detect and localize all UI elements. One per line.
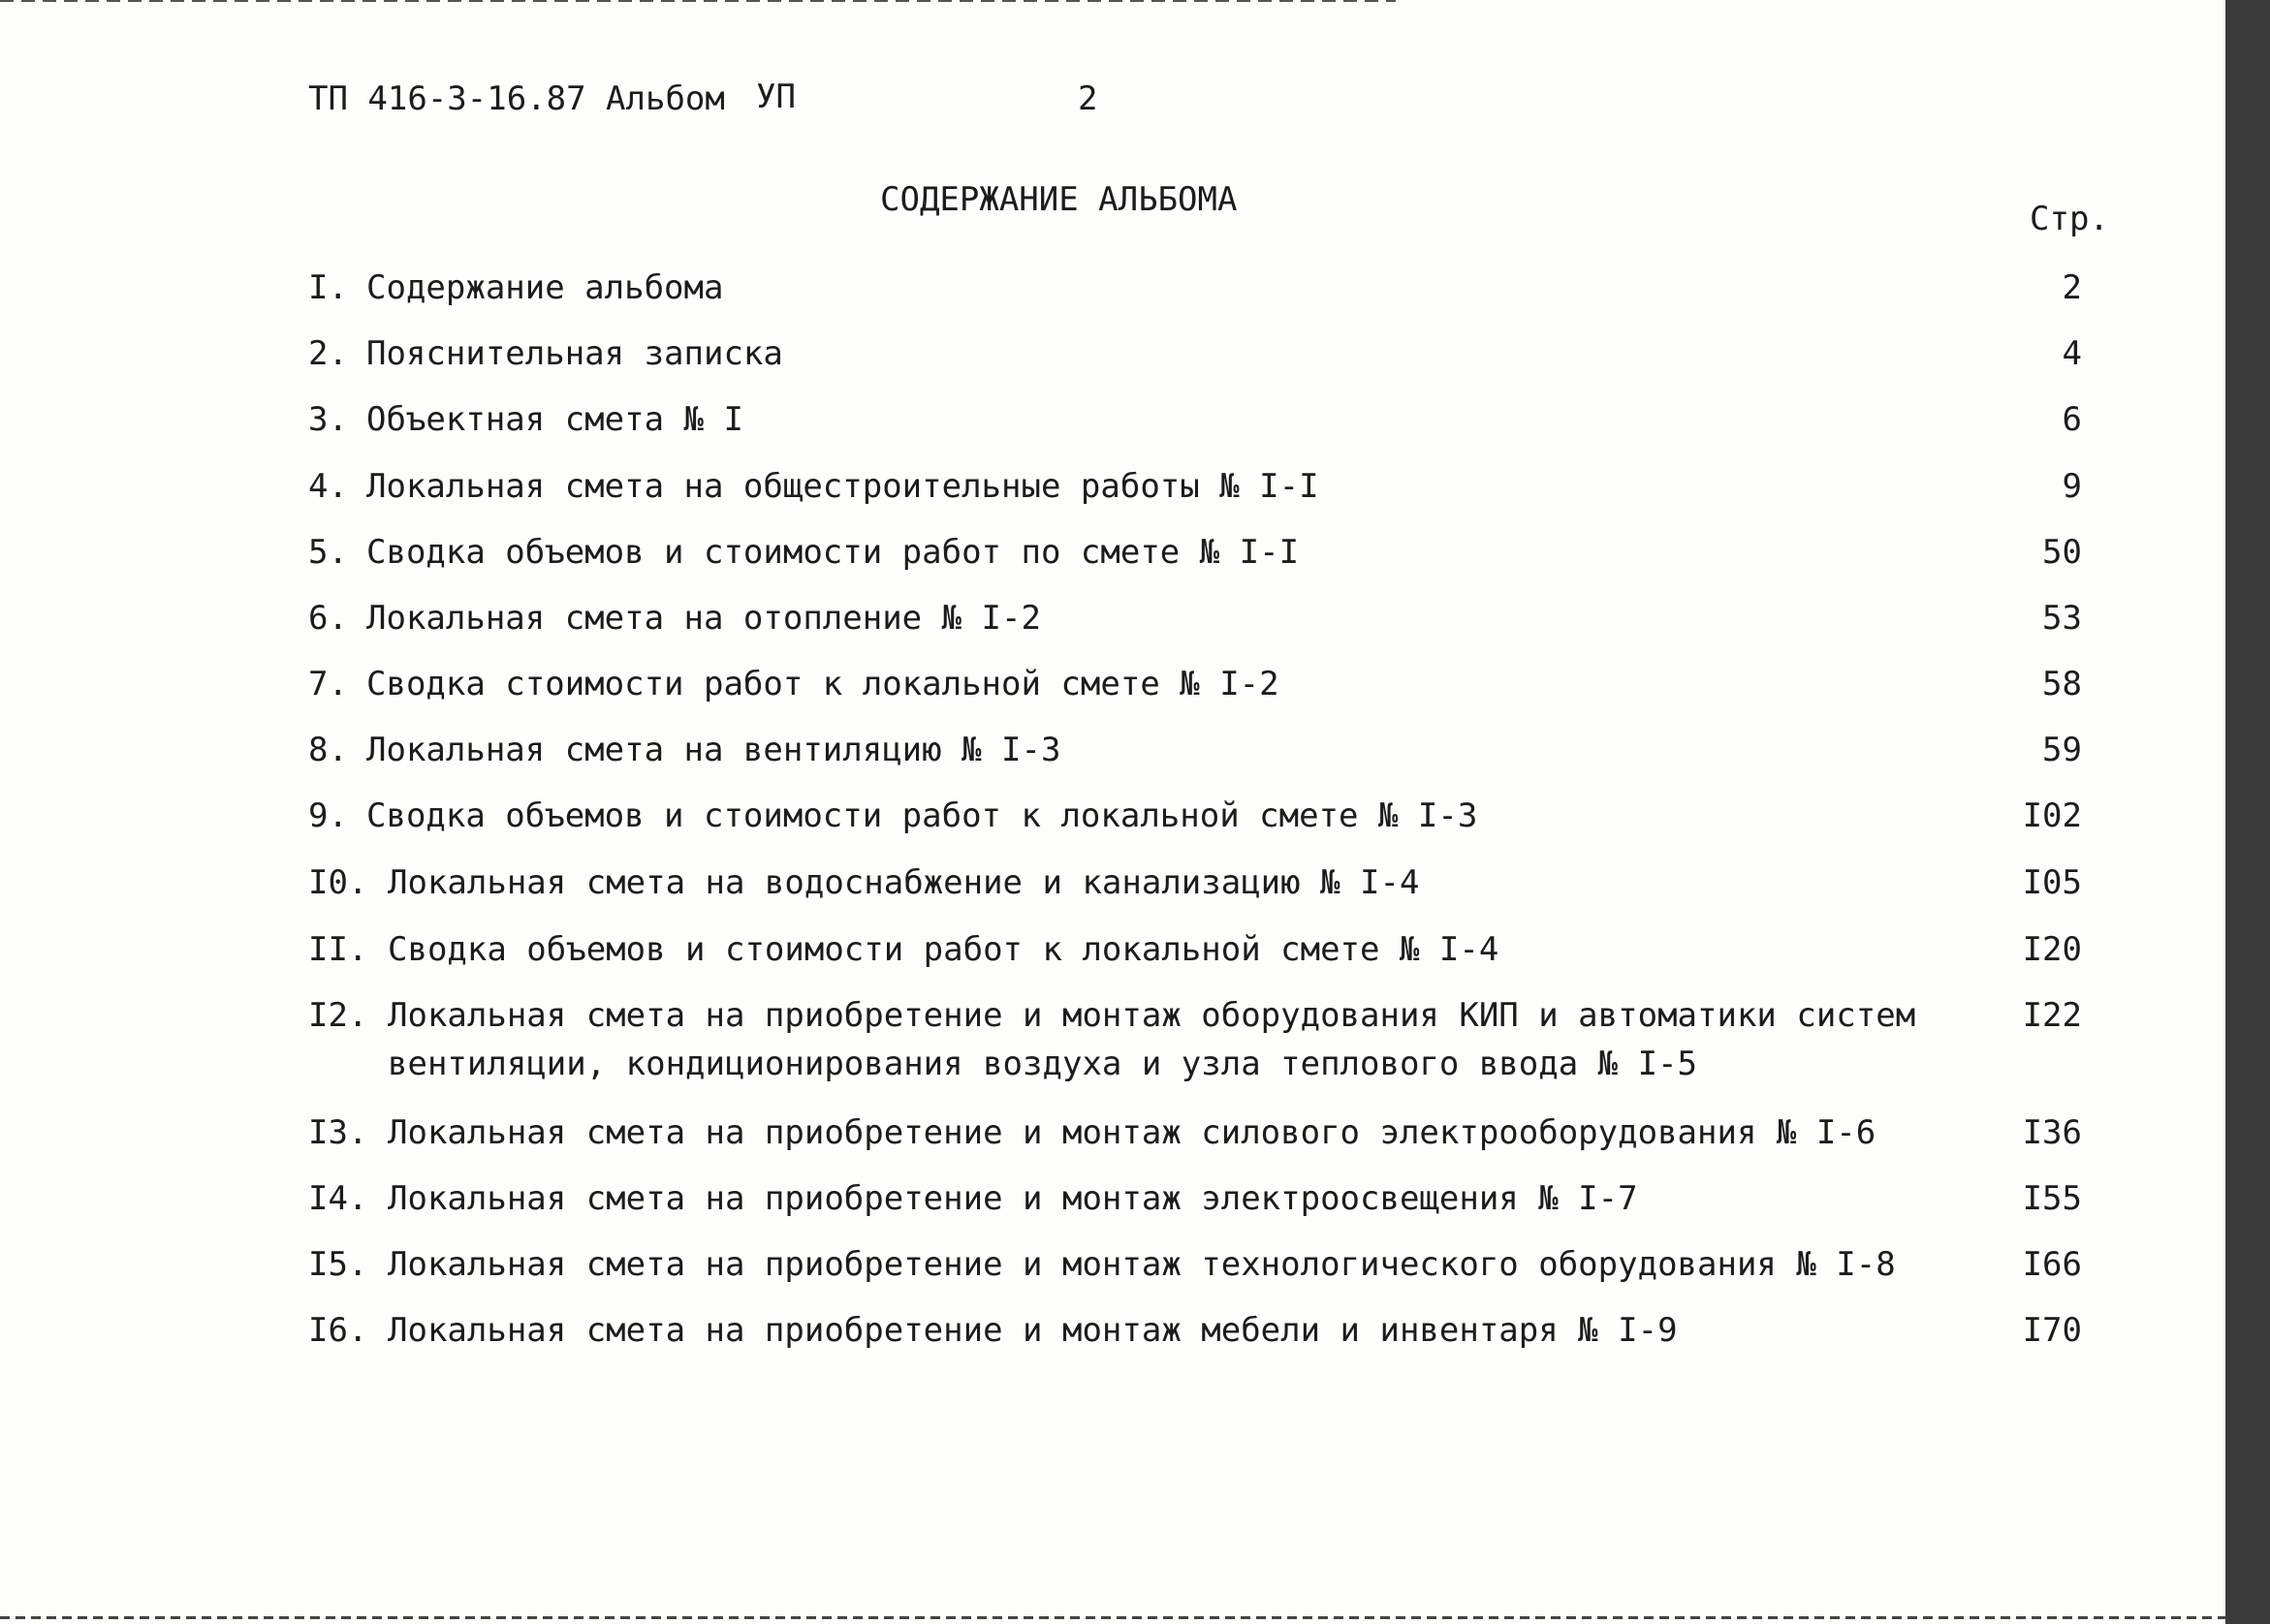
toc-item-text: Объектная смета № I xyxy=(366,400,743,439)
toc-item-page: 6 xyxy=(2062,400,2082,439)
toc-item-page: I66 xyxy=(2022,1245,2082,1284)
toc-item-page: 53 xyxy=(2042,599,2082,638)
toc-item-number: 7. xyxy=(308,665,348,703)
toc-item-text: Локальная смета на приобретение и монтаж технологического оборудования № I-8 xyxy=(388,1245,1896,1284)
toc-item-text: Локальная смета на приобретение и монтаж оборудования КИП и автоматики систем вентиляции, кондиционирования воздуха и узла теплового ввода № I-5 xyxy=(388,996,1916,1083)
toc-item-page: I36 xyxy=(2022,1113,2082,1152)
scan-edge-right xyxy=(2225,0,2270,1624)
toc-item-number: II. xyxy=(308,930,368,969)
toc-item-number: 2. xyxy=(308,334,348,373)
toc-item-number: I0. xyxy=(308,863,368,902)
toc-item-page: 4 xyxy=(2062,334,2082,373)
toc-item-number: 8. xyxy=(308,731,348,769)
toc-item-page: I22 xyxy=(2022,996,2082,1035)
scan-edge-top xyxy=(0,0,1396,2)
toc-item-page: I55 xyxy=(2022,1179,2082,1218)
toc-item-text: Локальная смета на приобретение и монтаж электроосвещения № I-7 xyxy=(388,1179,1638,1218)
toc-item-number: I. xyxy=(308,268,348,307)
document-code: ТП 416-3-16.87 Альбом xyxy=(308,79,725,118)
toc-item-number: I3. xyxy=(308,1113,368,1152)
toc-item-page: I05 xyxy=(2022,863,2082,902)
toc-item-number: I5. xyxy=(308,1245,368,1284)
page-number: 2 xyxy=(1078,79,1098,118)
toc-item-page: 58 xyxy=(2042,665,2082,703)
toc-item-text: Сводка объемов и стоимости работ к локальной смете № I-4 xyxy=(388,930,1499,969)
toc-item-number: 5. xyxy=(308,533,348,572)
toc-item-page: I70 xyxy=(2022,1311,2082,1350)
toc-item-number: I6. xyxy=(308,1311,368,1350)
toc-item-page: I20 xyxy=(2022,930,2082,969)
toc-item-text: Локальная смета на общестроительные работы № I-I xyxy=(366,467,1319,506)
toc-title: СОДЕРЖАНИЕ АЛЬБОМА xyxy=(880,180,1238,219)
toc-item-page: I02 xyxy=(2022,796,2082,835)
toc-item-page: 59 xyxy=(2042,731,2082,769)
page-column-label: Стр. xyxy=(2030,200,2109,238)
toc-item-number: 4. xyxy=(308,467,348,506)
toc-item-text: Содержание альбома xyxy=(366,268,724,307)
toc-item-number: 9. xyxy=(308,796,348,835)
toc-item-text: Локальная смета на приобретение и монтаж силового электрооборудования № I-6 xyxy=(388,1113,1876,1152)
toc-item-page: 50 xyxy=(2042,533,2082,572)
toc-item-number: I4. xyxy=(308,1179,368,1218)
toc-item-text: Локальная смета на вентиляцию № I-3 xyxy=(366,731,1061,769)
toc-item-number: 6. xyxy=(308,599,348,638)
toc-item-text: Пояснительная записка xyxy=(366,334,783,373)
toc-item-number: I2. xyxy=(308,996,368,1035)
toc-item-text: Локальная смета на приобретение и монтаж мебели и инвентаря № I-9 xyxy=(388,1311,1678,1350)
toc-item-text: Локальная смета на отопление № I-2 xyxy=(366,599,1041,638)
toc-item-page: 9 xyxy=(2062,467,2082,506)
toc-item-text: Локальная смета на водоснабжение и канализацию № I-4 xyxy=(388,863,1420,902)
toc-item-text: Сводка объемов и стоимости работ к локальной смете № I-3 xyxy=(366,796,1478,835)
toc-item-text: Сводка стоимости работ к локальной смете № I-2 xyxy=(366,665,1279,703)
scan-edge-bottom xyxy=(0,1616,2225,1619)
album-number: УП xyxy=(756,78,796,116)
toc-item-text: Сводка объемов и стоимости работ по смете № I-I xyxy=(366,533,1300,572)
toc-item-page: 2 xyxy=(2062,268,2082,307)
toc-item-number: 3. xyxy=(308,400,348,439)
